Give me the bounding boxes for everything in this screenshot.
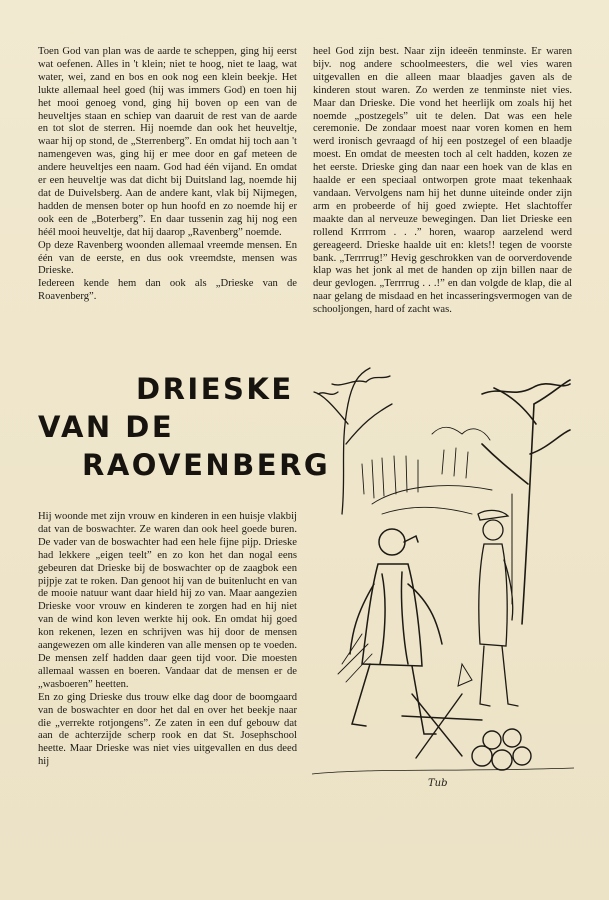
paragraph: Toen God van plan was de aarde te scheppen, ging hij eerst wat oefenen. Alles in 't klein; niet te hoog, niet te laag, wat water, wei, zand en bos en ook nog een klein beekje. Het lukte allemaal heel goed (hij was immers God) en toen hij het mooi genoeg vond, ging hij boven op een van de heuveltjes staan en schiep van daaruit de rest van de aarde en tot slot de sterren. Hij noemde dan ook het heuveltje, waar hij op stond, de „Sterrenberg”. En omdat hij toch aan 't namengeven was, ging hij er mee door en gaf meteen de andere heuveltjes een naam. God had één vijand. En omdat er een heuveltje was dat dicht bij Duitsland lag, noemde hij dat de Duivelsberg. Aan de andere kant, vlak bij Nijmegen, hadden de mensen boter op hun hoofd en zo noemde hij er ook een de „Boterberg”. En daar tussenin zag hij nog een héél mooi heuveltje, dat hij daarop „Ravenberg” noemde. (38, 46, 297, 238)
article-title (38, 370, 331, 484)
title-line-3: RAOVENBERG (82, 448, 331, 482)
man-with-cap-icon (458, 510, 518, 706)
man-with-pipe-icon (338, 529, 442, 734)
grass-lines (362, 427, 492, 514)
sketch-svg (312, 364, 574, 800)
paragraph: Iedereen kende hem dan ook als „Drieske van de Roavenberg”. (38, 278, 297, 303)
text-column-right-top (313, 46, 572, 317)
paragraph: heel God zijn best. Naar zijn ideeën tenminste. Er waren bijv. nog andere schoolmeesters, die wel vies waren uitgevallen en die alleen maar blaadjes gaven als de kinderen stout waren. Zo werden ze tenminste niet vies. Maar dan Drieske. Die vond het heerlijk om zoals hij het noemde „postzegels” uit te delen. Dat was een hele ceremonie. De zondaar moest naar voren komen en hem werd ironisch gevraagd of hij een postzegel of een blaadje moest. En omdat de meesten toch al celt hadden, kozen ze het eerste. Drieske ging dan naar een hoek van de klas en haalde er een speciaal ontworpen grote maat tekenhaak vandaan. Vervolgens nam hij het dunne uiteinde onder zijn arm en probeerde of hij goed zwiepte. Het slachtoffer maakte dan al nerveuze bewegingen. Dan liet Drieske een rollend Krrrrom . . .” horen, waarop aarzelend werd gereageerd. Drieske haalde uit en: klets!! tegen de voorste bank. „Terrrrug!” Hevig geschrokken van de oorverdovende klap was het jonk al met de handen op zijn billen naar de deur gevlogen. „Terrrrug . . .!” en dan volgde de klap, die al naar gelang de misdaad en het incasseringsvermogen van de schooljongen, hard of zacht was. (313, 46, 572, 316)
ink-sketch-illustration (312, 364, 574, 800)
paragraph: En zo ging Drieske dus trouw elke dag door de boomgaard van de boswachter en door het dal en over het beekje naar die „verrekte rotjongens”. Ze zaten in een duf gebouw dat aan de achterzijde scherp rook en dat St. Josephschool heette. Maar Drieske was niet vies uitgevallen en dus deed hij (38, 691, 297, 768)
paragraph: Op deze Ravenberg woonden allemaal vreemde mensen. En één van de eerste, en dus ook vreemdste, mensen was Drieske. (38, 239, 297, 277)
paragraph: Hij woonde met zijn vrouw en kinderen in een huisje vlakbij dat van de boswachter. Ze waren dan ook heel goede buren. De vader van de boswachter had een hele fijne pijp. Drieske had lekkere „eigen teelt” en zo kon het dan nogal eens gebeuren dat Drieske bij de boswachter op de zaagbok een pijpje zat te roken. Dan genoot hij van de buitenlucht en van de mooie natuur want daar hield hij zo van. Maar aangezien Drieske voor vrouw en kinderen te zorgen had en hij niet van de wind kon leven werkte hij ook. En omdat hij goed kon rekenen, lezen en schrijven was hij door de mensen aangewezen om alle kinderen van alle mensen op te voeden. De mensen zelf hadden daar geen tijd voor. Die moesten allemaal wassen en boeren. Vandaar dat de mensen er de „wasboeren” heetten. (38, 511, 297, 690)
tree-right-icon (482, 380, 570, 624)
artist-signature: Tub (428, 778, 448, 789)
sawhorse-and-logs-icon (312, 694, 574, 774)
tree-left-icon (314, 368, 392, 514)
title-line-1: DRIESKE (136, 372, 294, 406)
text-column-left-bottom (38, 511, 297, 769)
title-line-2: VAN DE (38, 410, 175, 444)
text-column-left-top (38, 46, 297, 304)
